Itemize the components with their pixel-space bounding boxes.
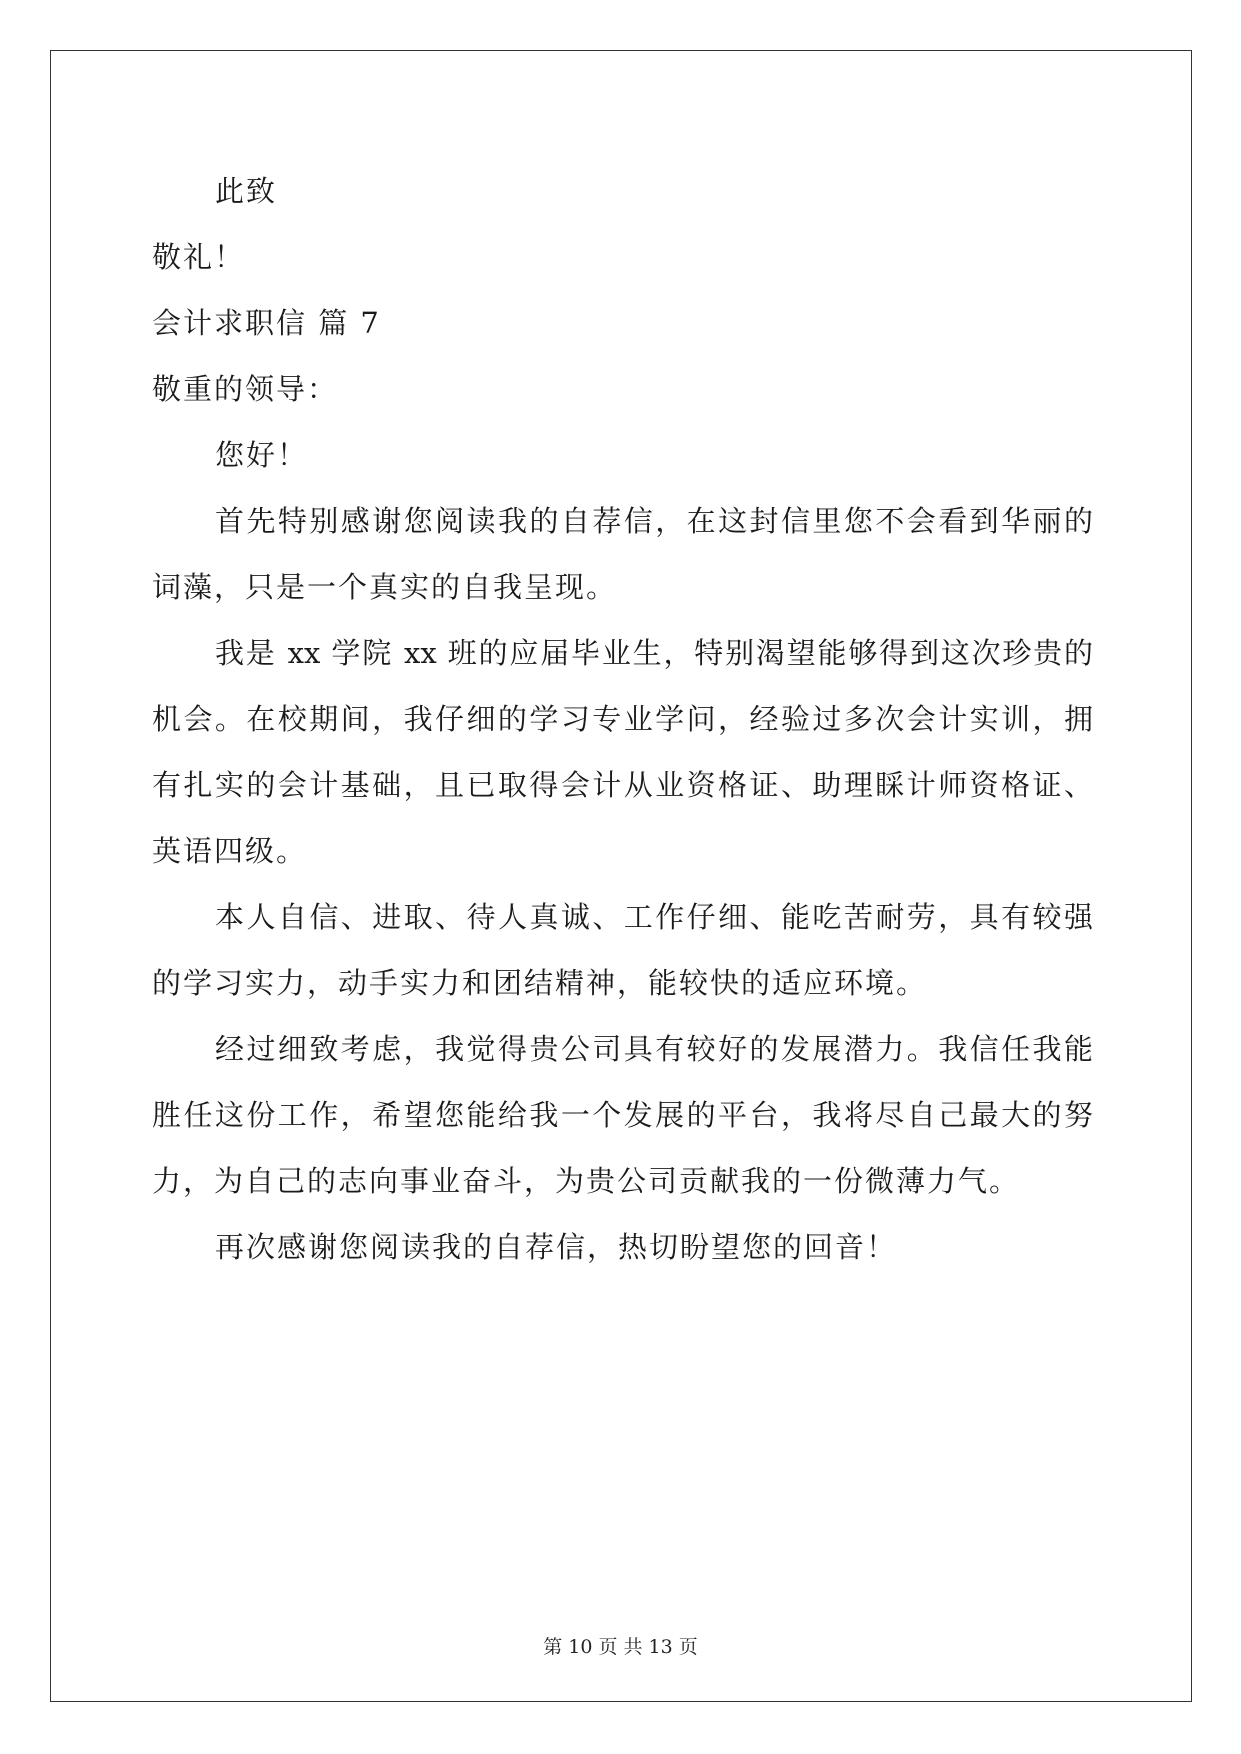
- paragraph-4-line-2: 胜任这份工作，希望您能给我一个发展的平台，我将尽自己最大的努: [152, 1098, 1093, 1132]
- page-number: 第 10 页 共 13 页: [543, 1636, 698, 1658]
- closing-salutation: 此致: [215, 174, 278, 208]
- paragraph-3-line-2: 的学习实力，动手实力和团结精神，能较快的适应环境。: [152, 966, 928, 1000]
- paragraph-2-line-3: 有扎实的会计基础，且已取得会计从业资格证、助理睬计师资格证、: [152, 768, 1093, 802]
- letter-greeting: 敬重的领导：: [152, 372, 339, 406]
- paragraph-4-line-3: 力，为自己的志向事业奋斗，为贵公司贡献我的一份微薄力气。: [152, 1164, 1021, 1198]
- paragraph-2-line-1: 我是 xx 学院 xx 班的应届毕业生，特别渴望能够得到这次珍贵的: [215, 636, 1093, 670]
- page-border: [50, 50, 1192, 1702]
- section-heading: 会计求职信 篇 7: [152, 306, 381, 340]
- paragraph-3-line-1: 本人自信、进取、待人真诚、工作仔细、能吃苦耐劳，具有较强: [215, 900, 1093, 934]
- paragraph-1-line-2: 词藻，只是一个真实的自我呈现。: [152, 570, 618, 604]
- paragraph-1-line-1: 首先特别感谢您阅读我的自荐信，在这封信里您不会看到华丽的: [215, 504, 1093, 538]
- paragraph-5-line-1: 再次感谢您阅读我的自荐信，热切盼望您的回音！: [215, 1230, 898, 1264]
- paragraph-2-line-2: 机会。在校期间，我仔细的学习专业学问，经验过多次会计实训，拥: [152, 702, 1093, 736]
- letter-hello: 您好！: [215, 438, 309, 472]
- paragraph-4-line-1: 经过细致考虑，我觉得贵公司具有较好的发展潜力。我信任我能: [215, 1032, 1093, 1066]
- paragraph-2-line-4: 英语四级。: [152, 834, 308, 868]
- closing-regards: 敬礼！: [152, 240, 246, 274]
